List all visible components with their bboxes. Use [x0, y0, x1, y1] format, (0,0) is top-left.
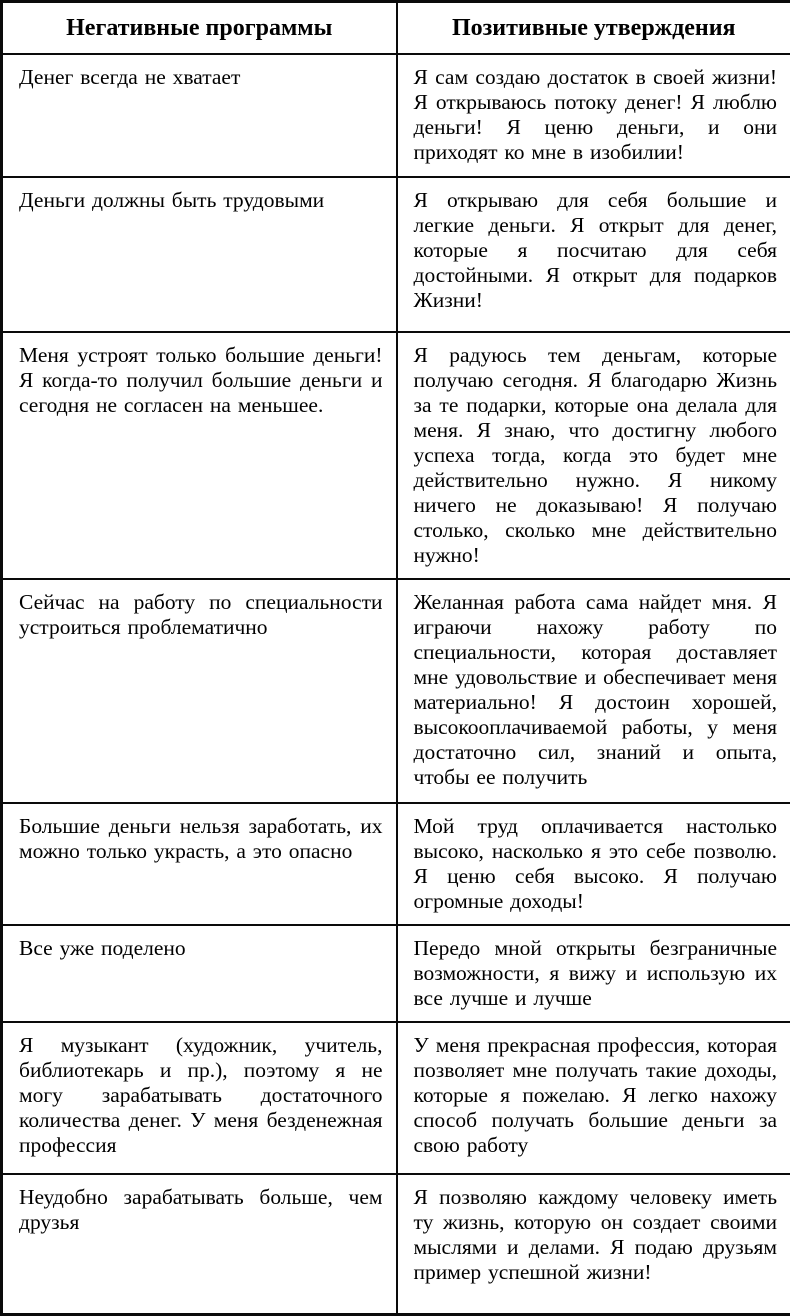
negative-cell: Все уже поделено [2, 925, 397, 1022]
table-row [2, 177, 790, 332]
negative-cell: Я музыкант (художник, учитель, библиотекарь и пр.), поэтому я не могу зарабатывать достаточного количества денег. У меня безденежная профессия [2, 1022, 397, 1174]
negative-cell: Меня устроят только большие деньги! Я когда-то получил большие деньги и сегодня не согласен на меньшее. [2, 332, 397, 579]
positive-cell: У меня прекрасная профессия, которая позволяет мне получать такие доходы, которые я пожелаю. Я легко нахожу способ получать большие деньги за свою работу [397, 1022, 790, 1174]
table-row [2, 1022, 790, 1174]
positive-cell: Я позволяю каждому человеку иметь ту жизнь, которую он создает своими мыслями и делами. Я подаю друзьям пример успешной жизни! [397, 1174, 790, 1315]
negative-cell: Деньги должны быть трудовыми [2, 177, 397, 332]
negative-cell: Неудобно зарабатывать больше, чем друзья [2, 1174, 397, 1315]
negative-cell: Денег всегда не хватает [2, 54, 397, 177]
table-row [2, 54, 790, 177]
positive-cell: Желанная работа сама найдет мня. Я играючи нахожу работу по специальности, которая доставляет мне удовольствие и обеспечивает меня материально! Я достоин хорошей, высокооплачиваемой работы, у меня достаточно сил, знаний и опыта, чтобы ее получить [397, 579, 790, 803]
positive-cell: Я радуюсь тем деньгам, которые получаю сегодня. Я благодарю Жизнь за те подарки, которые она делала для меня. Я знаю, что достигну любого успеха тогда, когда это будет мне действительно нужно. Я никому ничего не доказываю! Я получаю столько, сколько мне действительно нужно! [397, 332, 790, 579]
positive-cell: Я сам создаю достаток в своей жизни! Я открываюсь потоку денег! Я люблю деньги! Я ценю деньги, и они приходят ко мне в изобилии! [397, 54, 790, 177]
negative-cell: Сейчас на работу по специальности устроиться проблематично [2, 579, 397, 803]
positive-cell: Я открываю для себя большие и легкие деньги. Я открыт для денег, которые я посчитаю для себя достойными. Я открыт для подарков Жизни! [397, 177, 790, 332]
table-row [2, 925, 790, 1022]
positive-cell: Мой труд оплачивается настолько высоко, насколько я это себе позволю. Я ценю себя высоко. Я получаю огромные доходы! [397, 803, 790, 925]
column-header-positive: Позитивные утверждения [397, 2, 790, 54]
table-row [2, 579, 790, 803]
table-row [2, 1174, 790, 1315]
header-row [2, 2, 790, 54]
column-header-negative: Негативные программы [2, 2, 397, 54]
negative-cell: Большие деньги нельзя заработать, их можно только украсть, а это опасно [2, 803, 397, 925]
positive-cell: Передо мной открыты безграничные возможности, я вижу и использую их все лучше и лучше [397, 925, 790, 1022]
table-row [2, 332, 790, 579]
table-row [2, 803, 790, 925]
